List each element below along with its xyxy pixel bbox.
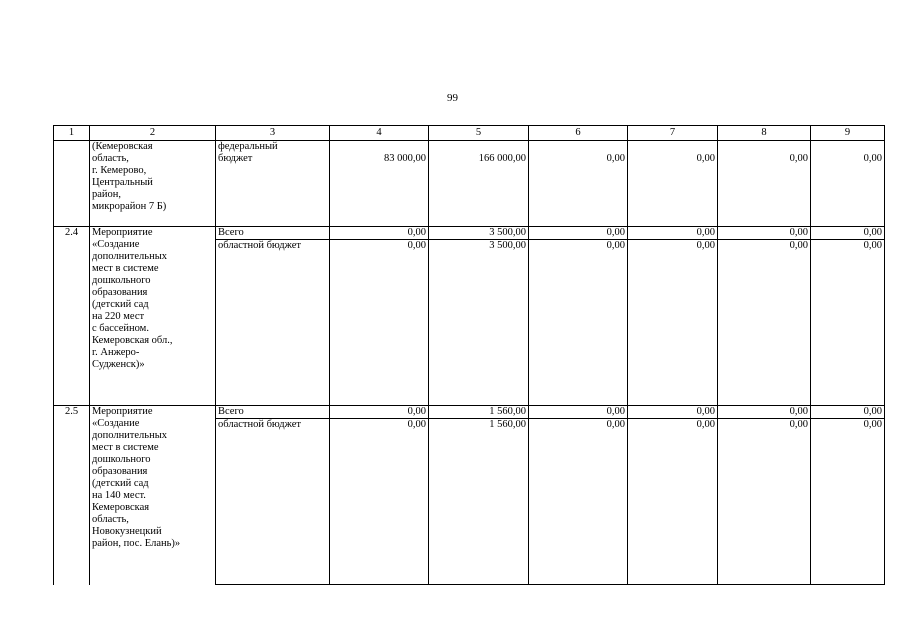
funding-source-cell: Всего (216, 406, 330, 419)
table-row (54, 227, 885, 240)
event-name-cell: Мероприятие «Создание дополнительных мест в системе дошкольного образования (детский сад на 140 мест. Кемеровская область, Новокузнецкий район, пос. Елань)» (90, 406, 216, 585)
value-cell: 83 000,00 (330, 141, 429, 227)
value-cell: 0,00 (811, 141, 885, 227)
value-cell: 0,00 (529, 419, 628, 585)
row-number-cell: 2.5 (54, 406, 90, 585)
column-header: 6 (529, 126, 628, 141)
value-cell: 0,00 (330, 419, 429, 585)
value-cell: 0,00 (718, 227, 811, 240)
value-cell: 0,00 (330, 227, 429, 240)
table-row (54, 406, 885, 419)
budget-table (53, 125, 885, 585)
value-cell: 0,00 (718, 419, 811, 585)
value-cell: 0,00 (529, 227, 628, 240)
column-header: 3 (216, 126, 330, 141)
table-row (54, 141, 885, 227)
value-cell: 0,00 (628, 141, 718, 227)
value-cell: 0,00 (628, 227, 718, 240)
value-cell: 0,00 (529, 141, 628, 227)
value-cell: 0,00 (718, 141, 811, 227)
event-name-cell: (Кемеровская область, г. Кемерово, Центральный район, микрорайон 7 Б) (90, 141, 216, 227)
row-number-cell (54, 141, 90, 227)
value-cell: 0,00 (811, 419, 885, 585)
column-header: 4 (330, 126, 429, 141)
value-cell: 0,00 (529, 240, 628, 406)
header-row (54, 126, 885, 141)
funding-source-cell: Всего (216, 227, 330, 240)
value-cell: 0,00 (529, 406, 628, 419)
value-cell: 0,00 (718, 240, 811, 406)
value-cell: 0,00 (811, 227, 885, 240)
column-header: 8 (718, 126, 811, 141)
column-header: 7 (628, 126, 718, 141)
value-cell: 0,00 (628, 240, 718, 406)
value-cell: 166 000,00 (429, 141, 529, 227)
column-header: 2 (90, 126, 216, 141)
value-cell: 3 500,00 (429, 240, 529, 406)
column-header: 5 (429, 126, 529, 141)
value-cell: 0,00 (718, 406, 811, 419)
event-name-cell: Мероприятие «Создание дополнительных мест в системе дошкольного образования (детский сад на 220 мест с бассейном. Кемеровская обл., г. Анжеро- Судженск)» (90, 227, 216, 406)
funding-source-cell: областной бюджет (216, 240, 330, 406)
funding-source-cell: областной бюджет (216, 419, 330, 585)
value-cell: 0,00 (330, 240, 429, 406)
page-number: 99 (447, 92, 458, 104)
funding-source-cell: федеральный бюджет (216, 141, 330, 227)
value-cell: 1 560,00 (429, 419, 529, 585)
value-cell: 0,00 (811, 240, 885, 406)
value-cell: 0,00 (628, 406, 718, 419)
value-cell: 0,00 (811, 406, 885, 419)
row-number-cell: 2.4 (54, 227, 90, 406)
value-cell: 0,00 (330, 406, 429, 419)
column-header: 9 (811, 126, 885, 141)
value-cell: 0,00 (628, 419, 718, 585)
column-header: 1 (54, 126, 90, 141)
value-cell: 3 500,00 (429, 227, 529, 240)
value-cell: 1 560,00 (429, 406, 529, 419)
